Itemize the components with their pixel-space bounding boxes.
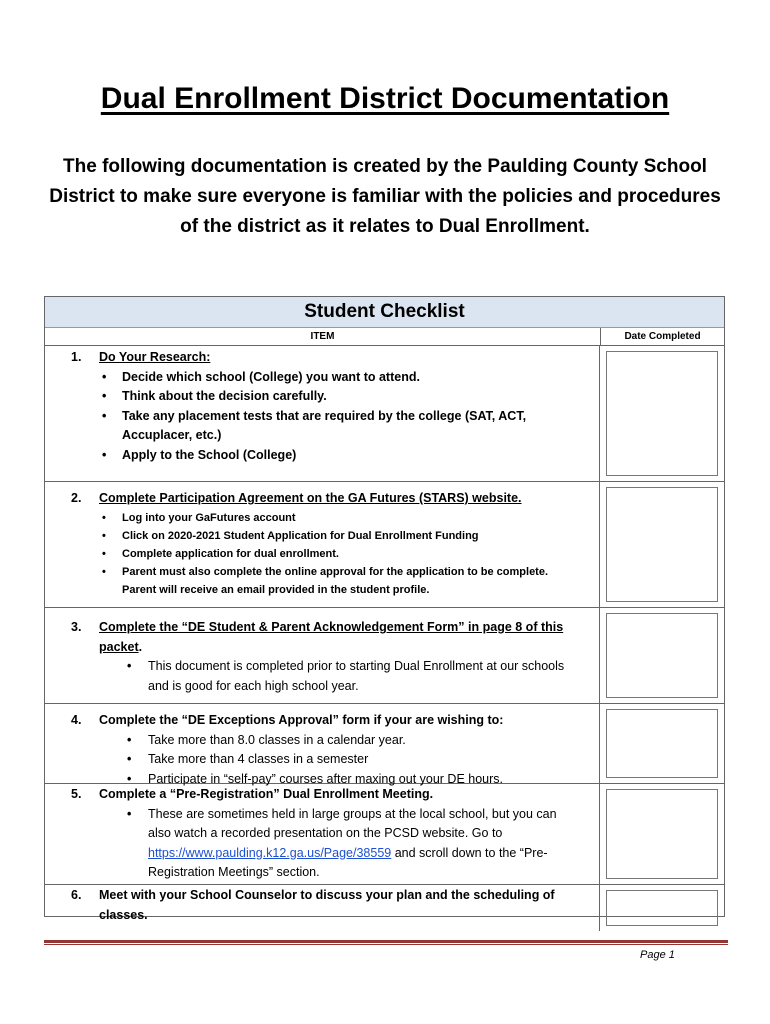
date-cell xyxy=(600,608,724,703)
list-item: • Take more than 4 classes in a semester xyxy=(45,750,599,770)
checklist-row-2 xyxy=(45,482,724,608)
item-heading: Complete a “Pre-Registration” Dual Enrollment Meeting. xyxy=(99,787,434,801)
pcsd-website-link[interactable]: https://www.paulding.k12.ga.us/Page/38559 xyxy=(148,845,392,860)
date-completed-box[interactable] xyxy=(606,351,718,476)
item-cell xyxy=(45,346,600,481)
bullet-list xyxy=(45,368,599,466)
date-cell xyxy=(600,346,724,481)
checklist-row-3 xyxy=(45,608,724,704)
footer-divider-thin xyxy=(44,944,728,945)
item-cell xyxy=(45,482,600,607)
item-heading: Meet with your School Counselor to discuss your plan and the scheduling of classes. xyxy=(99,888,555,922)
list-item: • Log into your GaFutures account xyxy=(45,509,599,527)
item-heading: Complete Participation Agreement on the GA Futures (STARS) website. xyxy=(99,491,522,505)
date-cell xyxy=(600,704,724,783)
table-heading: Student Checklist xyxy=(45,297,724,328)
list-item: • This document is completed prior to starting Dual Enrollment at our schools and is good for each high school year. xyxy=(45,657,599,696)
date-completed-box[interactable] xyxy=(606,487,718,602)
item-number: 4. xyxy=(71,713,82,727)
date-completed-box[interactable] xyxy=(606,890,718,926)
date-cell xyxy=(600,885,724,931)
footer-divider xyxy=(44,940,728,943)
list-item: • Take any placement tests that are required by the college (SAT, ACT, Accuplacer, etc.) xyxy=(45,407,599,446)
item-heading: Complete the “DE Student & Parent Acknowledgement Form” in page 8 of this packet xyxy=(99,620,564,654)
col-item-header: ITEM xyxy=(45,328,601,345)
item-heading: Complete the “DE Exceptions Approval” form if your are wishing to: xyxy=(99,713,504,727)
date-cell xyxy=(600,784,724,884)
date-completed-box[interactable] xyxy=(606,613,718,698)
list-item: • Complete application for dual enrollment. xyxy=(45,545,599,563)
date-completed-box[interactable] xyxy=(606,789,718,879)
document-title: Dual Enrollment District Documentation xyxy=(100,82,670,115)
item-cell xyxy=(45,704,600,786)
list-item: • Apply to the School (College) xyxy=(45,446,599,466)
item-number: 5. xyxy=(71,787,82,801)
date-cell xyxy=(600,482,724,607)
checklist-row-1 xyxy=(45,346,724,482)
item-cell: 3. Complete the “DE Student & Parent Acknowledgement Form” in page 8 of this packet. • This document is completed prior to starting Dual Enrollment at our schools and is good for each high school year. xyxy=(45,608,600,703)
list-item: • Decide which school (College) you want to attend. xyxy=(45,368,599,388)
page-number: Page 1 xyxy=(640,949,675,961)
item-number: 2. xyxy=(71,491,82,505)
col-date-header: Date Completed xyxy=(624,331,701,342)
list-item: • Take more than 8.0 classes in a calendar year. xyxy=(45,731,599,751)
bullet-list xyxy=(45,509,599,599)
checklist-row-5 xyxy=(45,784,724,885)
item-number: 6. xyxy=(71,888,82,902)
item-cell xyxy=(45,784,600,884)
intro-paragraph: The following documentation is created by the Paulding County School District to make sure everyone is familiar with the policies and procedures of the district as it relates to Dual Enrollment. xyxy=(49,156,721,237)
checklist-row-6 xyxy=(45,885,724,931)
bullet-list xyxy=(45,731,599,790)
list-item: • Parent must also complete the online approval for the application to be complete. Parent will receive an email provided in the student profile. xyxy=(45,563,599,599)
checklist-row-4 xyxy=(45,704,724,784)
item-cell xyxy=(45,885,600,931)
student-checklist-table xyxy=(44,296,725,922)
list-item: • These are sometimes held in large groups at the local school, but you can also watch a recorded presentation on the PCSD website. Go to https://www.paulding.k12.ga.us/Page/38559 and scroll down to the “Pre-Registration Meetings” section. xyxy=(45,805,599,883)
date-completed-box[interactable] xyxy=(606,709,718,778)
item-number: 3. xyxy=(71,620,82,634)
item-number: 1. xyxy=(71,350,82,364)
list-item: • Think about the decision carefully. xyxy=(45,387,599,407)
column-headers xyxy=(45,328,724,346)
list-item: • Click on 2020-2021 Student Application for Dual Enrollment Funding xyxy=(45,527,599,545)
item-heading: Do Your Research: xyxy=(99,350,211,364)
list-item: • Participate in “self-pay” courses after maxing out your DE hours. xyxy=(45,770,599,790)
bullet-list xyxy=(45,805,599,883)
bullet-list xyxy=(45,657,599,696)
